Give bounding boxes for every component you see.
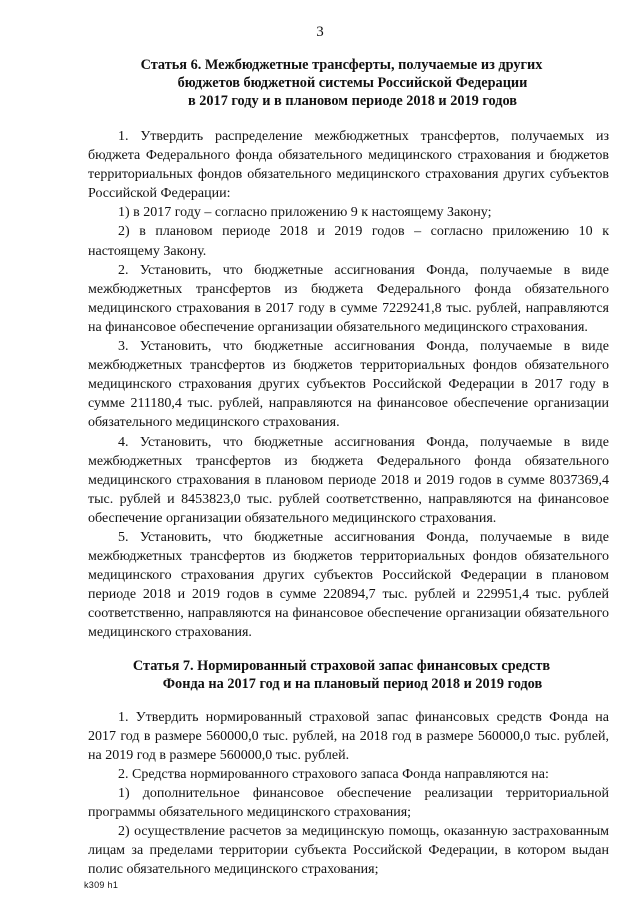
article-6-heading-line: в 2017 году и в плановом периоде 2018 и 2019 годов [187, 93, 518, 109]
article-7-heading-line: Фонда на 2017 год и на плановый период 2018 и 2019 годов [162, 675, 543, 692]
document-body [88, 56, 609, 879]
paragraph: 2) осуществление расчетов за медицинскую помощь, оказанную застрахованным лицам за пределами территории субъекта Российской Федерации, в котором выдан полис обязательного медицинского страхования; [88, 824, 609, 878]
paragraph: 2. Установить, что бюджетные ассигнования Фонда, получаемые в виде межбюджетных трансфертов из бюджета Федерального фонда обязательного медицинского страхования в 2017 году в сумме 7229241,8 тыс. рублей, направляются на финансовое обеспечение организации обязательного медицинского страхования. [88, 262, 609, 335]
article-7-text [88, 708, 609, 880]
article-6 [88, 56, 609, 643]
article-6-heading-line: бюджетов бюджетной системы Российской Федерации [177, 75, 528, 91]
paragraph: 4. Установить, что бюджетные ассигнования Фонда, получаемые в виде межбюджетных трансфертов из бюджета Федерального фонда обязательного медицинского страхования в плановом периоде 2018 и 2019 годов в сумме 8037369,4 тыс. рублей и 8453823,0 тыс. рублей соответственно, направляются на финансовое обеспечение организации обязательного медицинского страхования. [88, 434, 609, 526]
article-6-heading-line: Статья 6. Межбюджетные трансферты, получаемые из других [140, 57, 543, 73]
footer-code: k309 h1 [84, 880, 119, 890]
paragraph: 1. Утвердить нормированный страховой запас финансовых средств Фонда на 2017 год в размере 560000,0 тыс. рублей, на 2018 год в размере 560000,0 тыс. рублей, на 2019 год в размере 560000,0 тыс. рублей. [88, 709, 609, 763]
article-6-text [88, 127, 609, 643]
page-number: 3 [316, 24, 324, 40]
paragraph: 1) дополнительное финансовое обеспечение реализации территориальной программы обязательного медицинского страхования; [88, 785, 609, 820]
paragraph: 2) в плановом периоде 2018 и 2019 годов – согласно приложению 10 к настоящему Закону. [88, 224, 609, 259]
paragraph: 3. Установить, что бюджетные ассигнования Фонда, получаемые в виде межбюджетных трансфертов из бюджетов территориальных фондов обязательного медицинского страхования других субъектов Российской Федерации в 2017 году в сумме 211180,4 тыс. рублей, направляются на финансовое обеспечение организации обязательного медицинского страхования. [88, 339, 609, 431]
paragraph: 1. Утвердить распределение межбюджетных трансфертов, получаемых из бюджета Федерального фонда обязательного медицинского страхования и бюджетов территориальных фондов обязательного медицинского страхования других субъектов Российской Федерации: [88, 129, 609, 202]
article-6-heading [88, 56, 609, 110]
paragraph: 1) в 2017 году – согласно приложению 9 к настоящему Закону; [118, 205, 492, 221]
paragraph: 2. Средства нормированного страхового запаса Фонда направляются на: [118, 766, 549, 782]
article-7 [88, 657, 609, 880]
paragraph: 5. Установить, что бюджетные ассигнования Фонда, получаемые в виде межбюджетных трансфертов из бюджетов территориальных фондов обязательного медицинского страхования других субъектов Российской Федерации в плановом периоде 2018 и 2019 годов в сумме 220894,7 тыс. рублей и 229951,4 тыс. рублей соответственно, направляются на финансовое обеспечение организации обязательного медицинского страхования. [88, 529, 609, 641]
article-7-heading [88, 657, 609, 693]
article-7-heading-line: Статья 7. Нормированный страховой запас финансовых средств [132, 657, 551, 674]
